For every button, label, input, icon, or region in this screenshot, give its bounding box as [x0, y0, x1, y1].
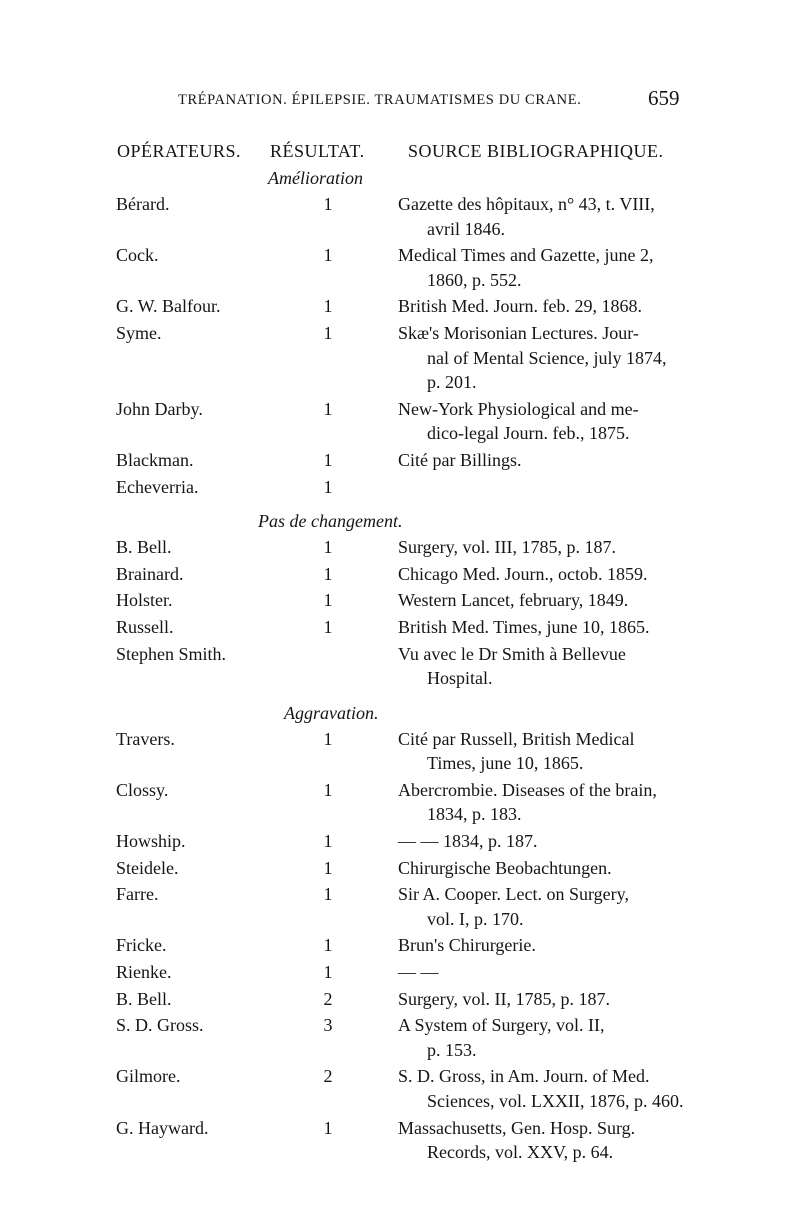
result-count: 2 [323, 1066, 333, 1087]
source-line: British Med. Journ. feb. 29, 1868. [398, 296, 642, 317]
source-line: Chirurgische Beobachtungen. [398, 857, 612, 878]
source-line: Western Lancet, february, 1849. [398, 590, 629, 611]
source-reference [398, 987, 698, 1012]
operator-name: John Darby. [116, 398, 203, 419]
source-line: A System of Surgery, vol. II, [398, 1015, 605, 1036]
result-count: 1 [323, 398, 333, 419]
source-line: Vu avec le Dr Smith à Bellevue [398, 643, 626, 664]
source-reference [398, 615, 698, 640]
source-line: — — [398, 962, 439, 983]
source-line: Abercrombie. Diseases of the brain, [398, 779, 657, 800]
table-row [0, 727, 800, 778]
source-line: Cité par Russell, British Medical [398, 728, 635, 749]
table-row [0, 856, 800, 883]
operator-name: B. Bell. [116, 537, 172, 558]
result-count: 1 [323, 590, 333, 611]
operator-name: Steidele. [116, 857, 179, 878]
running-head: TRÉPANATION. ÉPILEPSIE. TRAUMATISMES DU CRANE. [178, 92, 582, 108]
result-count: 1 [323, 616, 333, 637]
source-reference [398, 397, 698, 446]
operator-name: Brainard. [116, 563, 184, 584]
source-line: dico-legal Journ. feb., 1875. [427, 423, 630, 444]
table-row [0, 588, 800, 615]
operator-name: Echeverria. [116, 476, 199, 497]
result-count: 1 [323, 779, 333, 800]
table-row [0, 960, 800, 987]
source-line: Chicago Med. Journ., octob. 1859. [398, 563, 648, 584]
source-line: Hospital. [427, 668, 493, 689]
table-row [0, 987, 800, 1014]
operator-name: Farre. [116, 884, 159, 905]
source-reference [398, 192, 698, 241]
result-count: 1 [323, 935, 333, 956]
source-line: Surgery, vol. II, 1785, p. 187. [398, 988, 610, 1009]
table-row [0, 192, 800, 243]
bibliography-table [0, 164, 800, 1167]
result-count: 1 [323, 296, 333, 317]
operator-name: Clossy. [116, 779, 169, 800]
operator-name: Stephen Smith. [116, 643, 227, 664]
source-line: Massachusetts, Gen. Hosp. Surg. [398, 1117, 636, 1138]
operator-name: Cock. [116, 245, 159, 266]
table-row [0, 321, 800, 397]
source-reference [398, 535, 698, 560]
table-row [0, 243, 800, 294]
source-reference [398, 588, 698, 613]
source-reference [398, 562, 698, 587]
result-count: 1 [323, 476, 333, 497]
column-header-operators: OPÉRATEURS. [117, 141, 242, 161]
operator-name: B. Bell. [116, 988, 172, 1009]
result-count: 1 [323, 245, 333, 266]
source-reference [398, 882, 698, 931]
source-reference [398, 243, 698, 292]
result-count: 1 [323, 831, 333, 852]
result-count: 1 [323, 563, 333, 584]
result-count: 1 [323, 322, 333, 343]
source-line: p. 153. [427, 1039, 477, 1060]
source-line: Surgery, vol. III, 1785, p. 187. [398, 537, 616, 558]
source-reference [398, 1013, 698, 1062]
section-title: Amélioration [268, 168, 363, 188]
source-line: British Med. Times, june 10, 1865. [398, 616, 650, 637]
table-row [0, 778, 800, 829]
table-row [0, 294, 800, 321]
table-row [0, 475, 800, 502]
operator-name: Howship. [116, 831, 186, 852]
table-row [0, 882, 800, 933]
table-row [0, 829, 800, 856]
table-row [0, 933, 800, 960]
source-reference [398, 321, 698, 395]
result-count: 1 [323, 962, 333, 983]
source-line: p. 201. [427, 372, 477, 393]
source-reference [398, 933, 698, 958]
operator-name: Blackman. [116, 449, 194, 470]
operator-name: Holster. [116, 590, 173, 611]
section-title: Pas de changement. [258, 511, 403, 532]
source-line: avril 1846. [427, 218, 505, 239]
table-row [0, 535, 800, 562]
source-line: Skæ's Morisonian Lectures. Jour- [398, 322, 639, 343]
result-count: 1 [323, 728, 333, 749]
operator-name: Travers. [116, 728, 175, 749]
table-row [0, 615, 800, 642]
source-line: Times, june 10, 1865. [427, 753, 584, 774]
source-reference [398, 294, 698, 319]
source-line: Cité par Billings. [398, 449, 522, 470]
section-title: Aggravation. [284, 702, 379, 723]
source-line: Gazette des hôpitaux, n° 43, t. VIII, [398, 194, 655, 214]
source-reference [398, 1116, 698, 1165]
result-count: 1 [323, 1117, 333, 1138]
table-row [0, 1116, 800, 1167]
column-header-result: RÉSULTAT. [270, 141, 365, 161]
result-count: 1 [323, 884, 333, 905]
source-line: 1834, p. 183. [427, 804, 522, 825]
source-line: — — 1834, p. 187. [398, 831, 538, 852]
result-count: 1 [323, 194, 333, 214]
source-reference [398, 727, 698, 776]
source-line: Sciences, vol. LXXII, 1876, p. 460. [427, 1091, 684, 1112]
operator-name: Syme. [116, 322, 162, 343]
result-count: 3 [323, 1015, 333, 1036]
source-line: 1860, p. 552. [427, 269, 522, 290]
result-count: 2 [323, 988, 333, 1009]
operator-name: Fricke. [116, 935, 167, 956]
source-line: vol. I, p. 170. [427, 908, 524, 929]
source-line: Sir A. Cooper. Lect. on Surgery, [398, 884, 629, 905]
source-reference [398, 642, 698, 691]
source-line: Brun's Chirurgerie. [398, 935, 536, 956]
operator-name: Russell. [116, 616, 174, 637]
operator-name: Bérard. [116, 194, 170, 214]
table-row [0, 397, 800, 448]
operator-name: Rienke. [116, 962, 172, 983]
column-header-source: SOURCE BIBLIOGRAPHIQUE. [408, 141, 664, 161]
source-reference [398, 1064, 698, 1113]
operator-name: S. D. Gross. [116, 1015, 204, 1036]
table-row [0, 642, 800, 693]
source-reference [398, 960, 698, 985]
table-row [0, 562, 800, 589]
result-count: 1 [323, 537, 333, 558]
source-line: New-York Physiological and me- [398, 398, 639, 419]
source-line: S. D. Gross, in Am. Journ. of Med. [398, 1066, 650, 1087]
operator-name: G. W. Balfour. [116, 296, 221, 317]
table-row [0, 448, 800, 475]
operator-name: G. Hayward. [116, 1117, 209, 1138]
operator-name: Gilmore. [116, 1066, 181, 1087]
page-number: 659 [648, 86, 680, 110]
table-row [0, 1064, 800, 1115]
result-count: 1 [323, 857, 333, 878]
source-line: nal of Mental Science, july 1874, [427, 347, 667, 368]
source-reference [398, 778, 698, 827]
source-reference [398, 829, 698, 854]
source-line: Records, vol. XXV, p. 64. [427, 1142, 614, 1163]
source-reference [398, 448, 698, 473]
source-line: Medical Times and Gazette, june 2, [398, 245, 654, 266]
table-row [0, 1013, 800, 1064]
source-reference [398, 856, 698, 881]
result-count: 1 [323, 449, 333, 470]
